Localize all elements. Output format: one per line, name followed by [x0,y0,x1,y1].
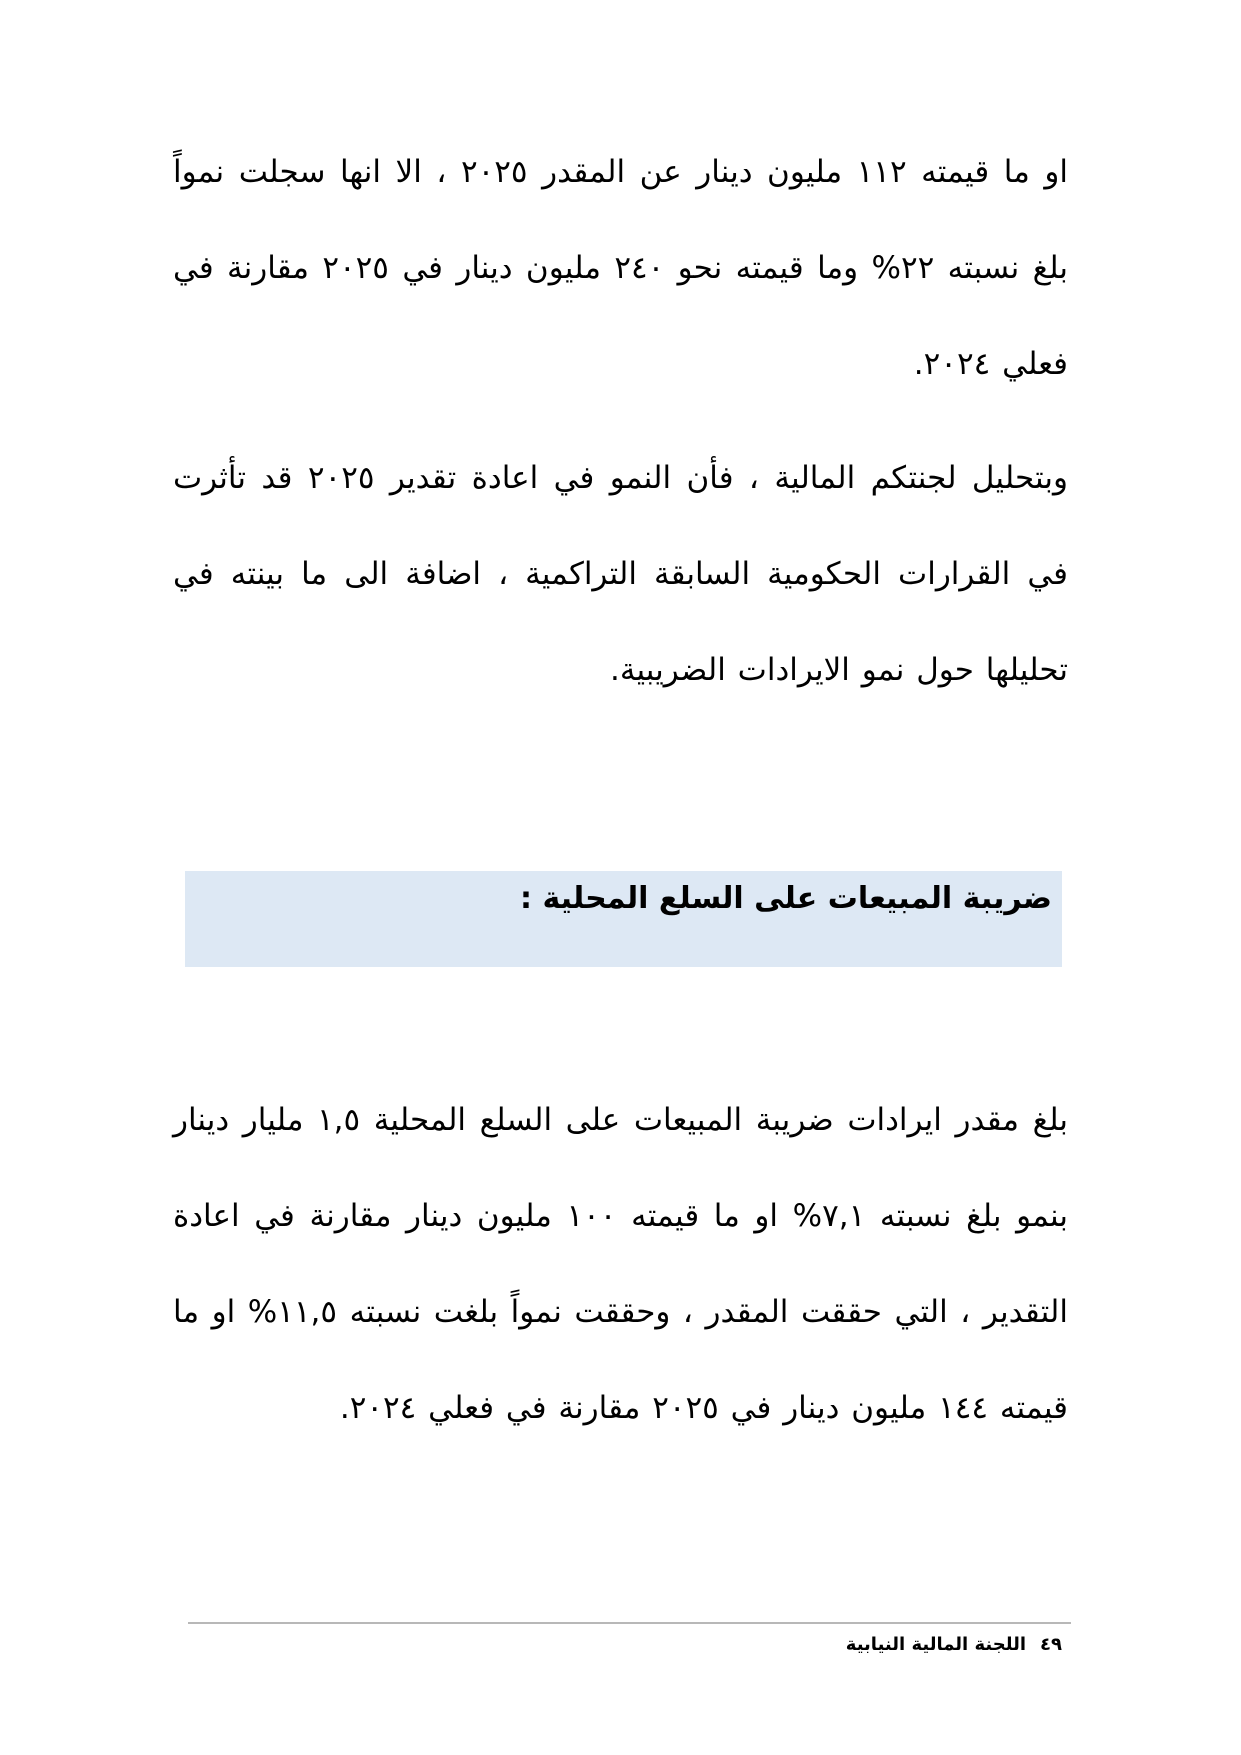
paragraph-revenue-growth: او ما قيمته ١١٢ مليون دينار عن المقدر ٢٠٢٥ ، الا انها سجلت نمواً بلغ نسبته ٢٢% وما قيمته نحو ٢٤٠ مليون دينار في ٢٠٢٥ مقارنة في فعلي ٢٠٢٤. [173,154,1069,382]
page-footer [173,1630,1062,1660]
section-heading-sales-tax-local-goods: ضريبة المبيعات على السلع المحلية : [520,881,1052,916]
paragraph-committee-analysis: وبتحليل لجنتكم المالية ، فأن النمو في اعادة تقدير ٢٠٢٥ قد تأثرت في القرارات الحكومية السابقة التراكمية ، اضافة الى ما بينته في تحليلها حول نمو الايرادات الضريبية. [173,460,1068,688]
paragraph-sales-tax-estimates: بلغ مقدر ايرادات ضريبة المبيعات على السلع المحلية ١,٥ مليار دينار بنمو بلغ نسبته ٧,١% او ما قيمته ١٠٠ مليون دينار مقارنة في اعادة التقدير ، التي حققت المقدر ، وحققت نمواً بلغت نسبته ١١,٥% او ما قيمته ١٤٤ مليون دينار في ٢٠٢٥ مقارنة في فعلي ٢٠٢٤. [173,1102,1069,1426]
footer-page-number: ٤٩ [1040,1634,1062,1655]
section-heading-highlight [185,871,1062,967]
footer-committee-name: اللجنة المالية النيابية [845,1634,1027,1655]
footer-divider [188,1622,1071,1624]
